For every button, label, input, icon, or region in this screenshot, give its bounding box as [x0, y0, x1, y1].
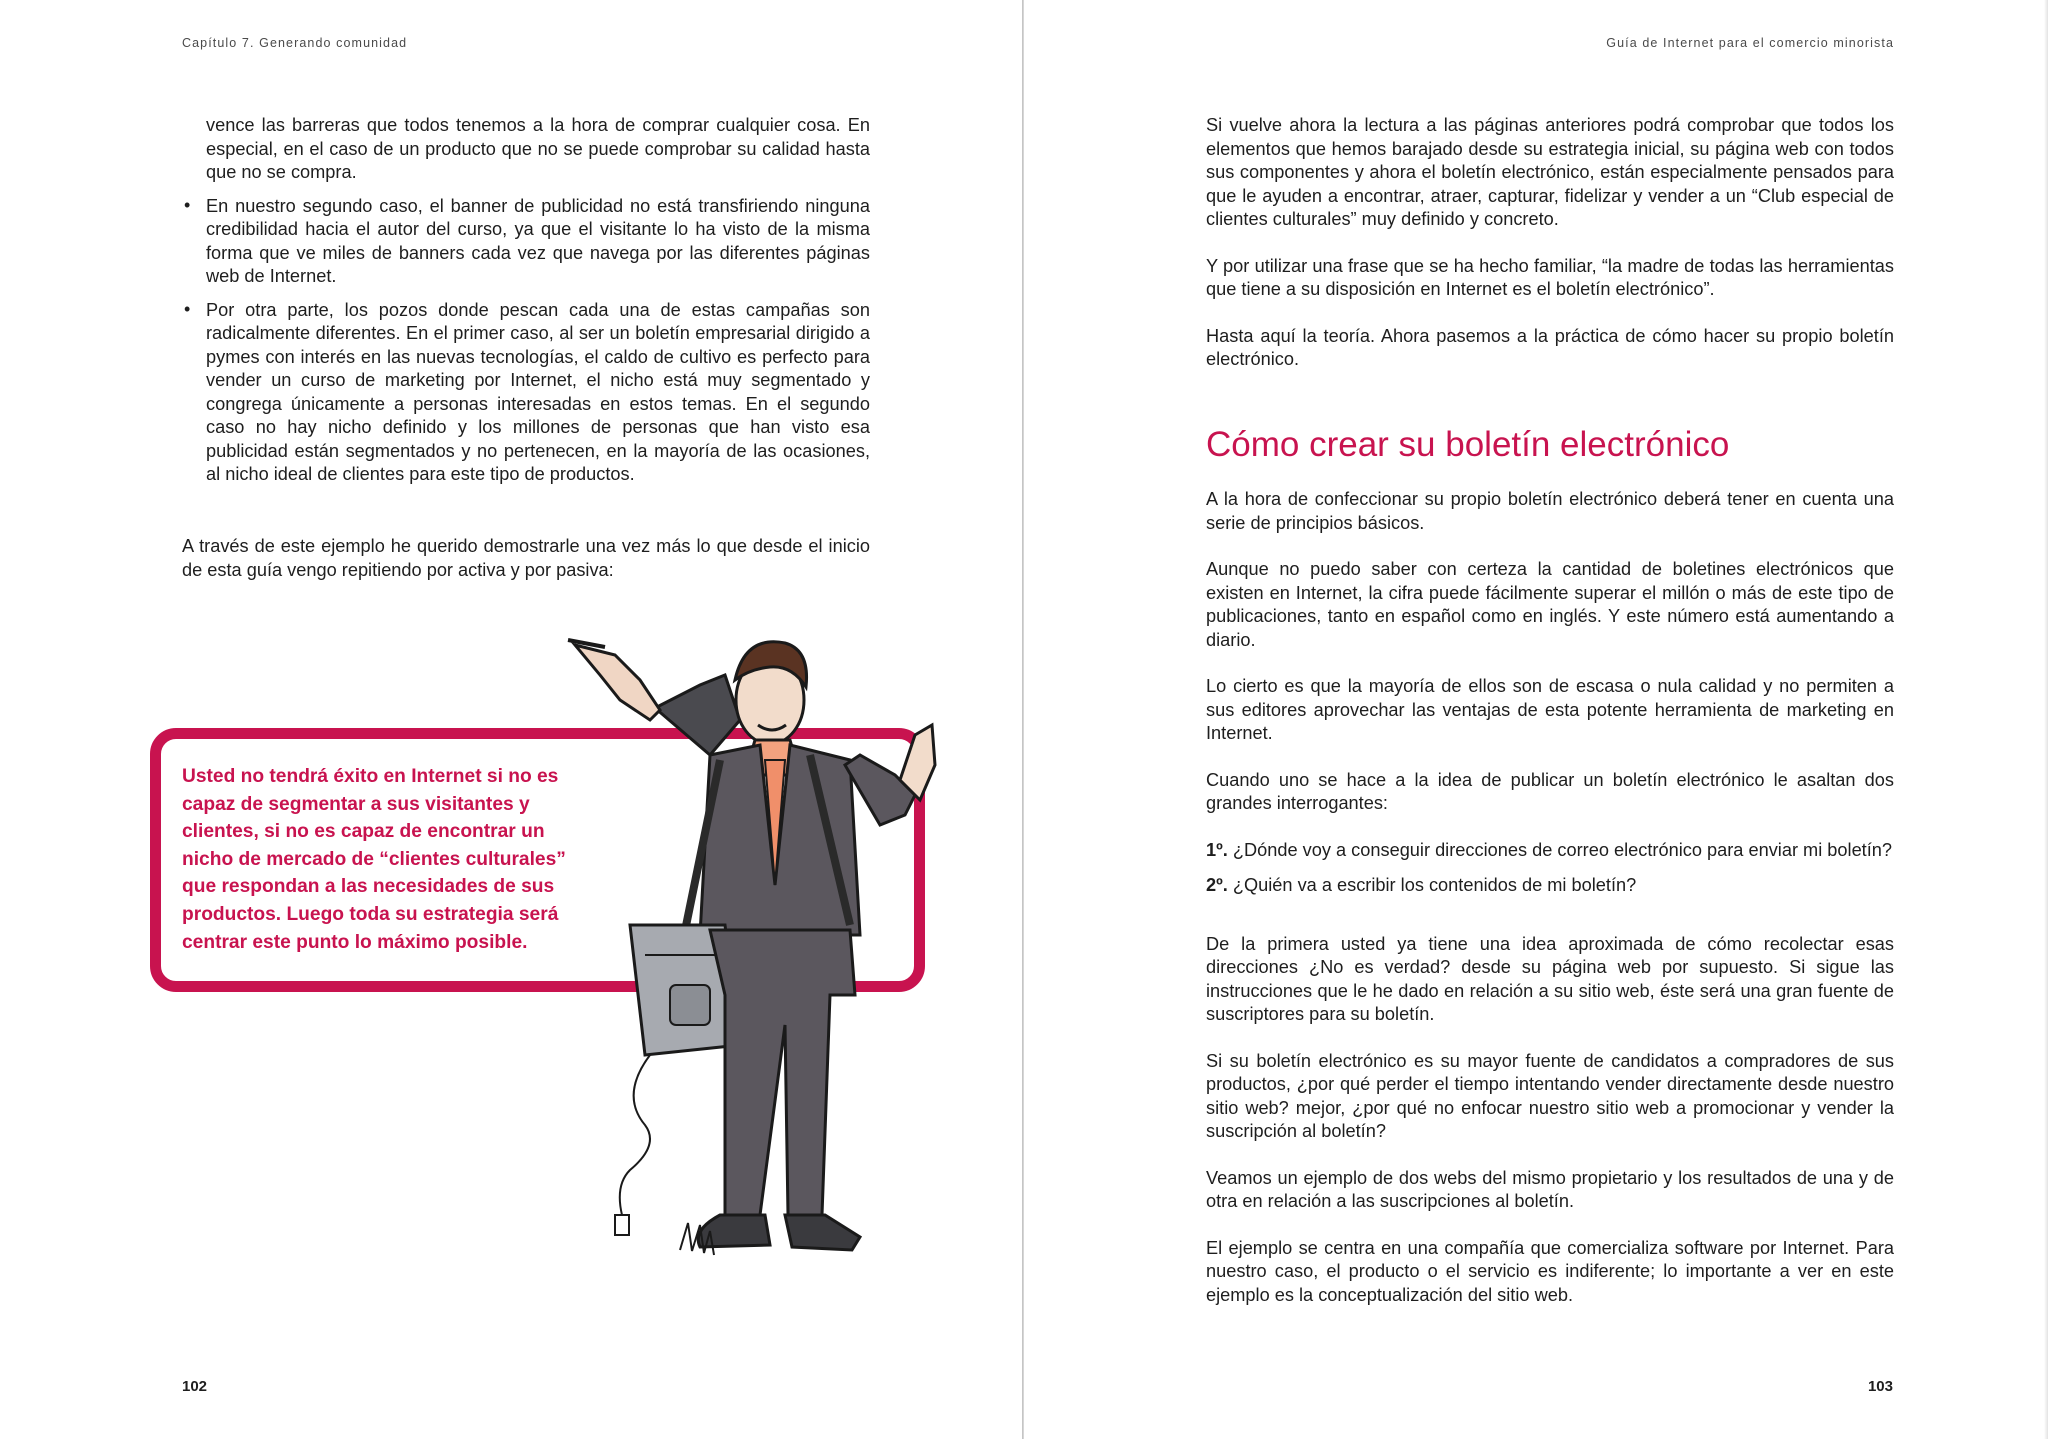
section-paragraph: Aunque no puedo saber con certeza la cantidad de boletines electrónicos que existen en Internet, la cifra puede fácilmente superar el millón o más de este tipo de publicaciones, tanto en español como en inglés. Y este número está aumentando a diario. — [1206, 559, 1894, 650]
bullet-text: En nuestro segundo caso, el banner de publicidad no está transfiriendo ninguna credibilidad hacia el autor del curso, ya que el visitante lo ha visto de la misma forma que ve miles de banners cada vez que navega por las diferentes páginas web de Internet. — [206, 195, 870, 286]
intro-paragraph: Si vuelve ahora la lectura a las páginas anteriores podrá comprobar que todos los elementos que hemos barajado desde su estrategia inicial, su página web con todos sus componentes y ahora el boletín electrónico, están especialmente pensados para que le ayuden a encontrar, atraer, capturar, fidelizar y vender a un “Club especial de clientes culturales” muy definido y concreto. — [1206, 115, 1894, 229]
left-text-column — [182, 114, 870, 497]
question-item — [1206, 874, 1894, 898]
closing-paragraph: Veamos un ejemplo de dos webs del mismo propietario y los resultados de una y de otra en relación a las suscripciones al boletín. — [1206, 1167, 1894, 1211]
closing-paragraph: El ejemplo se centra en una compañía que comercializa software por Internet. Para nuestro caso, el producto o el servicio es indiferente; lo importante a ver en este ejemplo es la conceptualización del sitio web. — [1206, 1237, 1894, 1305]
question-number: 1º. — [1206, 839, 1228, 860]
right-section-column — [1206, 488, 1894, 1330]
closing-paragraph: De la primera usted ya tiene una idea aproximada de cómo recolectar esas direcciones ¿No es verdad? desde su página web por supuesto. Si sigue las instrucciones que le he dado en relación a su sitio web, éste será una gran fuente de suscriptores para su boletín. — [1206, 933, 1894, 1024]
callout-text: Usted no tendrá éxito en Internet si no es capaz de segmentar a sus visitantes y clientes, si no es capaz de encontrar un nicho de mercado de “clientes culturales” que respondan a las necesidades de sus productos. Luego toda su estrategia será centrar este punto lo máximo posible. — [182, 766, 566, 953]
question-item — [1206, 839, 1894, 863]
bullet-icon: • — [184, 298, 191, 319]
question-number: 2º. — [1206, 875, 1228, 895]
running-head-left: Capítulo 7. Generando comunidad — [182, 36, 408, 50]
man-illustration — [560, 625, 940, 1285]
bullet-list — [182, 195, 870, 487]
closing-paragraph: Si su boletín electrónico es su mayor fuente de candidatos a compradores de sus productos, ¿por qué perder el tiempo intentando vender directamente desde nuestro sitio web? mejor, ¿por qué no enfocar nuestro sitio web a promocionar y vender la suscripción al boletín? — [1206, 1050, 1894, 1141]
section-paragraph: Cuando uno se hace a la idea de publicar un boletín electrónico le asaltan dos grandes interrogantes: — [1206, 769, 1894, 813]
continuation-paragraph: vence las barreras que todos tenemos a la hora de comprar cualquier cosa. En especial, en el caso de un producto que no se puede comprobar su calidad hasta que no se compra. — [206, 115, 870, 182]
page-number-left: 102 — [182, 1378, 208, 1395]
list-item — [182, 195, 870, 289]
question-text: ¿Dónde voy a conseguir direcciones de correo electrónico para enviar mi boletín? — [1232, 839, 1893, 860]
page-edge — [2044, 0, 2048, 1439]
page-number-right: 103 — [1867, 1378, 1893, 1395]
bullet-text: Por otra parte, los pozos donde pescan cada una de estas campañas son radicalmente diferentes. En el primer caso, al ser un boletín empresarial dirigido a pymes con interés en las nuevas tecnologías, el caldo de cultivo es perfecto para vender un curso de marketing por Internet, el nicho está muy segmentado y congrega únicamente a personas interesadas en estos temas. En el segundo caso no hay nicho definido y los millones de personas que han visto esa publicidad están segmentados y no pertenecen, en la mayoría de las ocasiones, al nicho ideal de clientes para este tipo de productos. — [206, 299, 870, 484]
left-page — [0, 0, 1023, 1439]
question-text: ¿Quién va a escribir los contenidos de mi boletín? — [1232, 875, 1637, 895]
bullet-icon: • — [184, 194, 191, 215]
section-paragraph: A la hora de confeccionar su propio boletín electrónico deberá tener en cuenta una serie de principios básicos. — [1206, 489, 1894, 533]
running-head-right: Guía de Internet para el comercio minorista — [1606, 36, 1894, 50]
right-intro-column — [1206, 114, 1894, 395]
list-item — [182, 299, 870, 487]
example-paragraph: A través de este ejemplo he querido demostrarle una vez más lo que desde el inicio de esta guía vengo repitiendo por activa y por pasiva: — [182, 536, 870, 580]
intro-paragraph: Hasta aquí la teoría. Ahora pasemos a la práctica de cómo hacer su propio boletín electrónico. — [1206, 325, 1894, 369]
section-heading: Cómo crear su boletín electrónico — [1206, 425, 1730, 464]
left-lower-text — [182, 535, 870, 582]
intro-paragraph: Y por utilizar una frase que se ha hecho familiar, “la madre de todas las herramientas que tiene a su disposición en Internet es el boletín electrónico”. — [1206, 255, 1894, 299]
section-paragraph: Lo cierto es que la mayoría de ellos son de escasa o nula calidad y no permiten a sus editores aprovechar las ventajas de esta potente herramienta de marketing en Internet. — [1206, 676, 1894, 743]
